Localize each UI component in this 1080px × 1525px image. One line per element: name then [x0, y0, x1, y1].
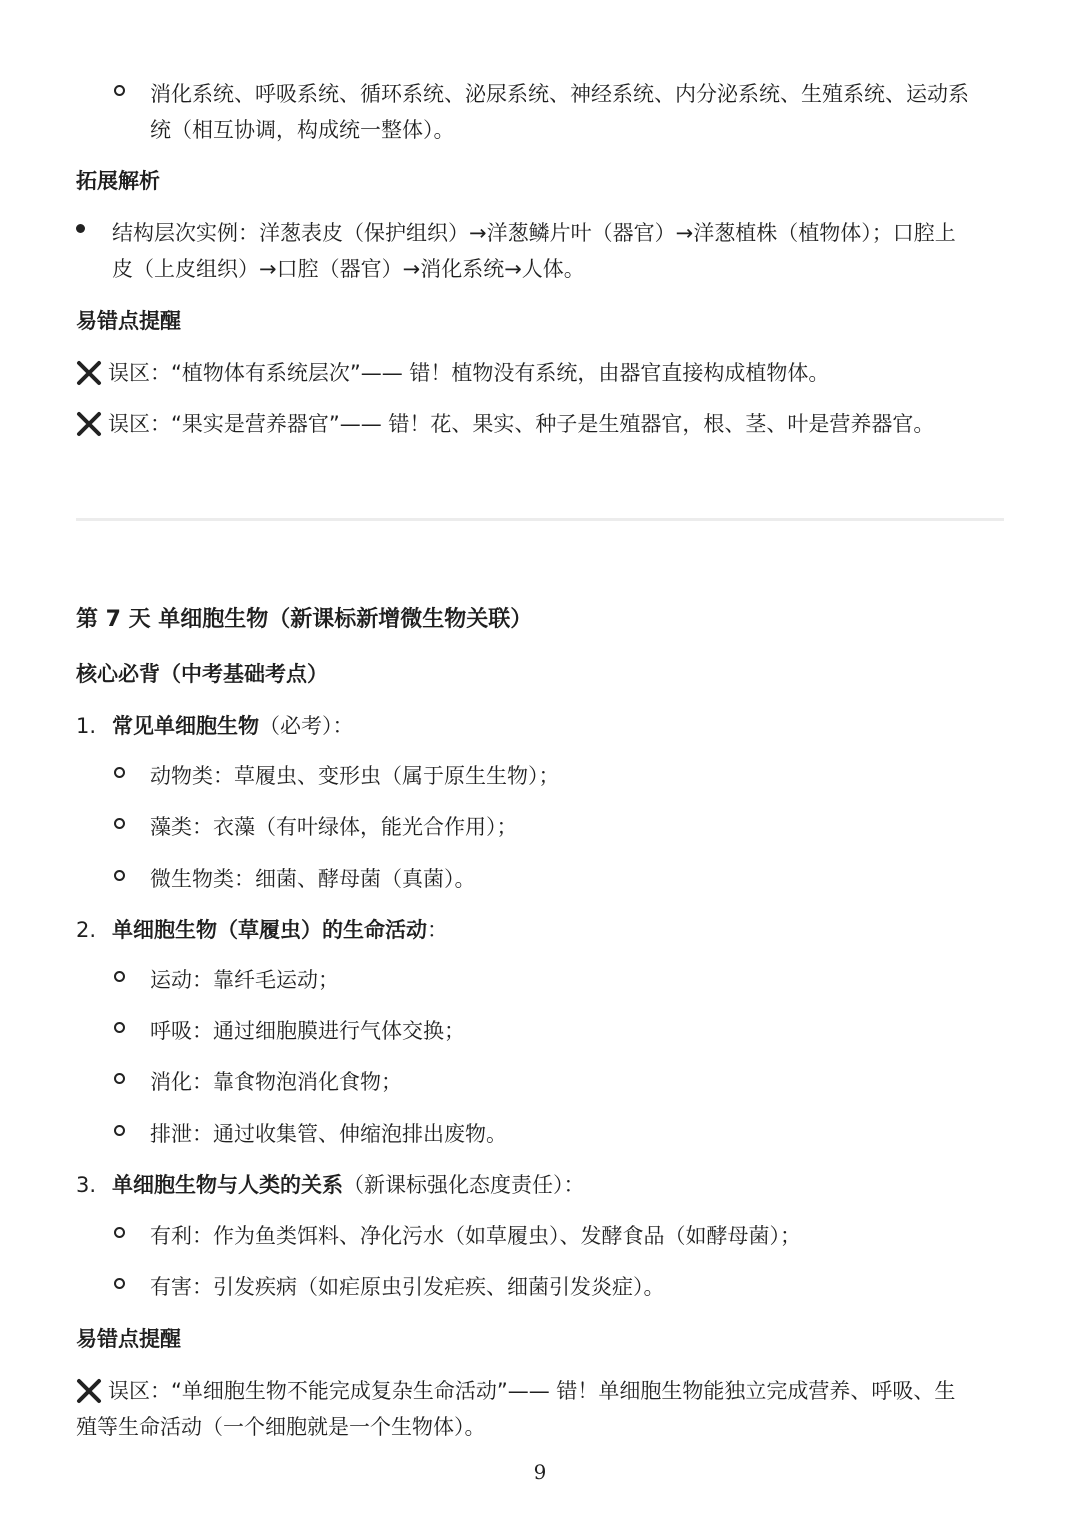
section-title-2: 单细胞生物（草履虫）的生命活动： [112, 918, 448, 942]
hollow-bullet-icon [114, 818, 125, 829]
hollow-bullet-icon [114, 1278, 125, 1289]
list-item: 运动：靠纤毛运动； [150, 968, 339, 992]
extension-line-1: 结构层次实例：洋葱表皮（保护组织）→洋葱鳞片叶（器官）→洋葱植株（植物体）；口腔上 [112, 221, 956, 245]
extension-line-2: 皮（上皮组织）→口腔（器官）→消化系统→人体。 [112, 257, 585, 281]
solid-bullet-icon [76, 224, 85, 233]
mistake-item-1: 误区：“植物体有系统层次”—— 错！植物没有系统，由器官直接构成植物体。 [108, 361, 830, 385]
hollow-bullet-icon [114, 1125, 125, 1136]
list-item: 动物类：草履虫、变形虫（属于原生生物）； [150, 764, 560, 788]
hollow-bullet-icon [114, 1022, 125, 1033]
extension-heading: 拓展解析 [76, 169, 160, 193]
mistake-line-1: 误区：“单细胞生物不能完成复杂生命活动”—— 错！单细胞生物能独立完成营养、呼吸、生 [108, 1379, 956, 1403]
section-number: 2. [76, 918, 97, 942]
cross-icon [76, 411, 102, 437]
section-number: 3. [76, 1173, 97, 1197]
systems-line-1: 消化系统、呼吸系统、循环系统、泌尿系统、神经系统、内分泌系统、生殖系统、运动系 [150, 82, 969, 106]
cross-icon [76, 360, 102, 386]
list-item: 消化：靠食物泡消化食物； [150, 1070, 402, 1094]
mistake-item-2: 误区：“果实是营养器官”—— 错！花、果实、种子是生殖器官，根、茎、叶是营养器官。 [108, 412, 935, 436]
hollow-bullet-icon [114, 870, 125, 881]
cross-icon [76, 1378, 102, 1404]
mistakes-heading-2: 易错点提醒 [76, 1327, 181, 1351]
list-item: 有害：引发疾病（如疟原虫引发疟疾、细菌引发炎症）。 [150, 1275, 665, 1299]
list-item: 有利：作为鱼类饵料、净化污水（如草履虫）、发酵食品（如酵母菌）； [150, 1224, 801, 1248]
section-number: 1. [76, 714, 97, 738]
day7-title: 第 7 天 单细胞生物（新课标新增微生物关联） [76, 607, 533, 632]
list-item: 微生物类：细菌、酵母菌（真菌）。 [150, 867, 476, 891]
hollow-bullet-icon [114, 971, 125, 982]
core-heading: 核心必背（中考基础考点） [76, 662, 328, 686]
section-title-1: 常见单细胞生物（必考）： [112, 714, 354, 738]
mistake-line-2: 殖等生命活动（一个细胞就是一个生物体）。 [76, 1415, 486, 1439]
page-number: 9 [533, 1460, 547, 1484]
systems-line-2: 统（相互协调，构成统一整体）。 [150, 118, 455, 142]
list-item: 排泄：通过收集管、伸缩泡排出废物。 [150, 1122, 507, 1146]
hollow-bullet-icon [114, 1073, 125, 1084]
hollow-bullet-icon [114, 85, 125, 96]
hollow-bullet-icon [114, 1227, 125, 1238]
mistakes-heading-1: 易错点提醒 [76, 309, 181, 333]
list-item: 藻类：衣藻（有叶绿体，能光合作用）； [150, 815, 518, 839]
section-title-3: 单细胞生物与人类的关系（新课标强化态度责任）： [112, 1173, 585, 1197]
list-item: 呼吸：通过细胞膜进行气体交换； [150, 1019, 465, 1043]
section-divider [76, 518, 1004, 521]
hollow-bullet-icon [114, 767, 125, 778]
